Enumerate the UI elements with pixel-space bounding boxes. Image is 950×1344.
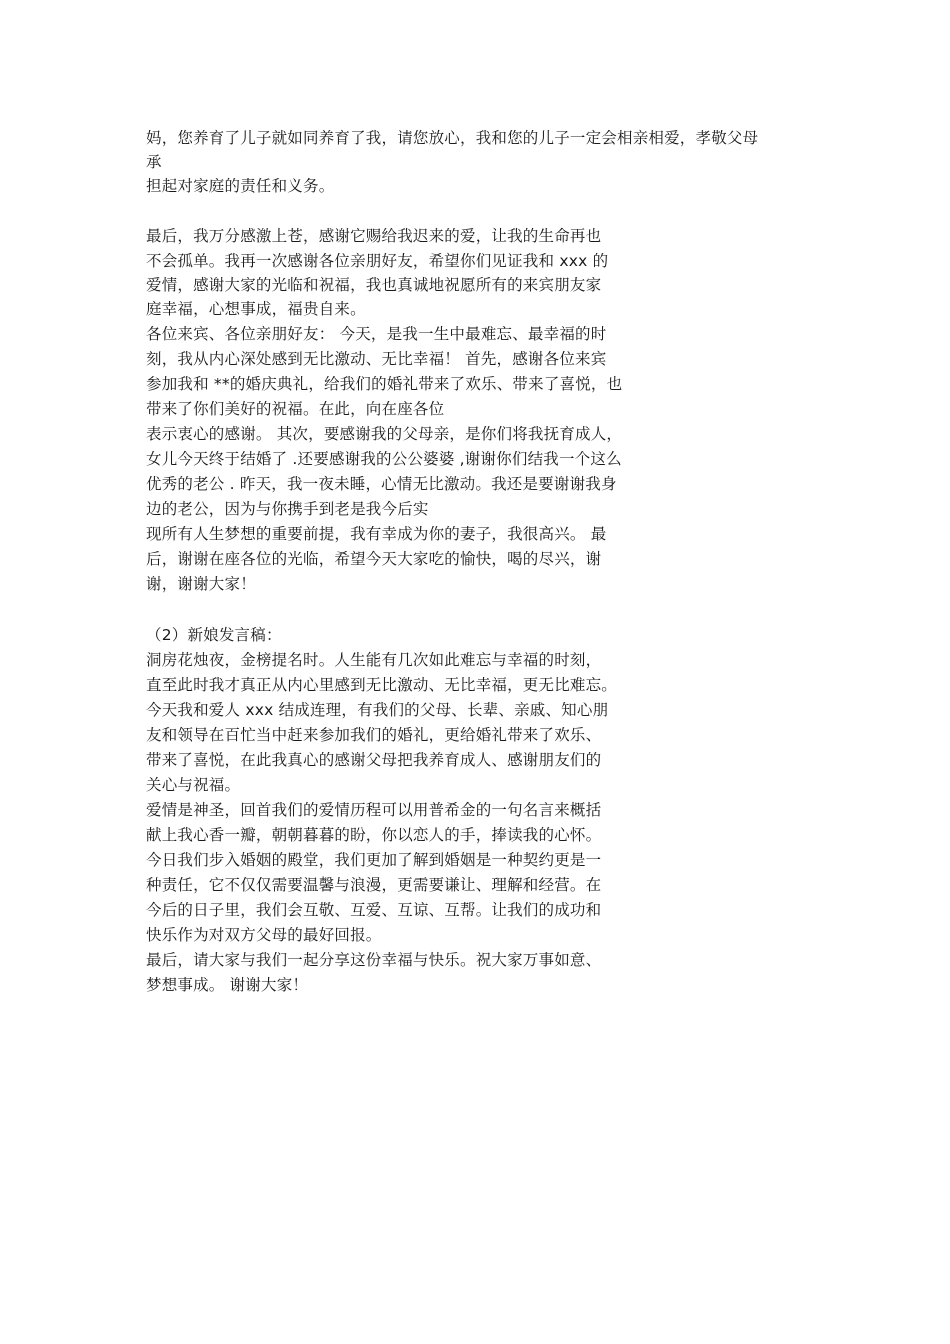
text-line: 边的老公，因为与你携手到老是我今后实 [146,500,429,518]
text-line: 妈，您养育了儿子就如同养育了我，请您放心，我和您的儿子一定会相亲相爱，孝敬父母 [146,129,759,147]
text-line: 梦想事成。 谢谢大家！ [146,976,309,994]
text-line: 献上我心香一瓣，朝朝暮暮的盼，你以恋人的手，捧读我的心怀。 [146,826,602,844]
text-line: 表示衷心的感谢。 其次，要感谢我的父母亲，是你们将我抚育成人， [146,425,623,443]
section-heading: （2）新娘发言稿： [146,626,282,644]
text-line: 友和领导在百忙当中赶来参加我们的婚礼，更给婚礼带来了欢乐、 [146,726,602,744]
text-line: 参加我和 **的婚庆典礼，给我们的婚礼带来了欢乐、带来了喜悦，也 [146,375,623,393]
text-line: 今后的日子里，我们会互敬、互爱、互谅、互帮。让我们的成功和 [146,901,602,919]
text-line: 后，谢谢在座各位的光临，希望今天大家吃的愉快，喝的尽兴，谢 [146,550,602,568]
text-line: 直至此时我才真正从内心里感到无比激动、无比幸福，更无比难忘。 [146,676,618,694]
text-line: 庭幸福，心想事成，福贵自来。 [146,300,366,318]
text-line: 承 [146,153,162,171]
text-line: 带来了你们美好的祝福。在此，向在座各位 [146,400,445,418]
text-line: 不会孤单。我再一次感谢各位亲朋好友，希望你们见证我和 xxx 的 [146,252,609,270]
text-line: 优秀的老公 . 昨天，我一夜未睡，心情无比激动。我还是要谢谢我身 [146,475,617,493]
text-line: 今天我和爱人 xxx 结成连理，有我们的父母、长辈、亲戚、知心朋 [146,701,609,719]
text-line: 洞房花烛夜，金榜提名时。人生能有几次如此难忘与幸福的时刻， [146,651,602,669]
text-line: 现所有人生梦想的重要前提，我有幸成为你的妻子，我很高兴。 最 [146,525,607,543]
text-line: 带来了喜悦，在此我真心的感谢父母把我养育成人、感谢朋友们的 [146,751,602,769]
text-line: 刻，我从内心深处感到无比激动、无比幸福！ 首先，感谢各位来宾 [146,350,607,368]
text-line: 女儿今天终于结婚了 .还要感谢我的公公婆婆 ,谢谢你们结我一个这么 [146,450,622,468]
text-line: 爱情，感谢大家的光临和祝福，我也真诚地祝愿所有的来宾朋友家 [146,276,602,294]
text-line: 谢，谢谢大家！ [146,575,256,593]
text-line: 最后，我万分感激上苍，感谢它赐给我迟来的爱，让我的生命再也 [146,227,602,245]
text-line: 关心与祝福。 [146,776,241,794]
text-line: 快乐作为对双方父母的最好回报。 [146,926,382,944]
text-line: 今日我们步入婚姻的殿堂，我们更加了解到婚姻是一种契约更是一 [146,851,602,869]
text-line: 种责任，它不仅仅需要温馨与浪漫，更需要谦让、理解和经营。在 [146,876,602,894]
text-line: 各位来宾、各位亲朋好友： 今天，是我一生中最难忘、最幸福的时 [146,325,607,343]
text-line: 最后，请大家与我们一起分享这份幸福与快乐。祝大家万事如意、 [146,951,602,969]
text-line: 爱情是神圣，回首我们的爱情历程可以用普希金的一句名言来概括 [146,801,602,819]
text-line: 担起对家庭的责任和义务。 [146,177,335,195]
